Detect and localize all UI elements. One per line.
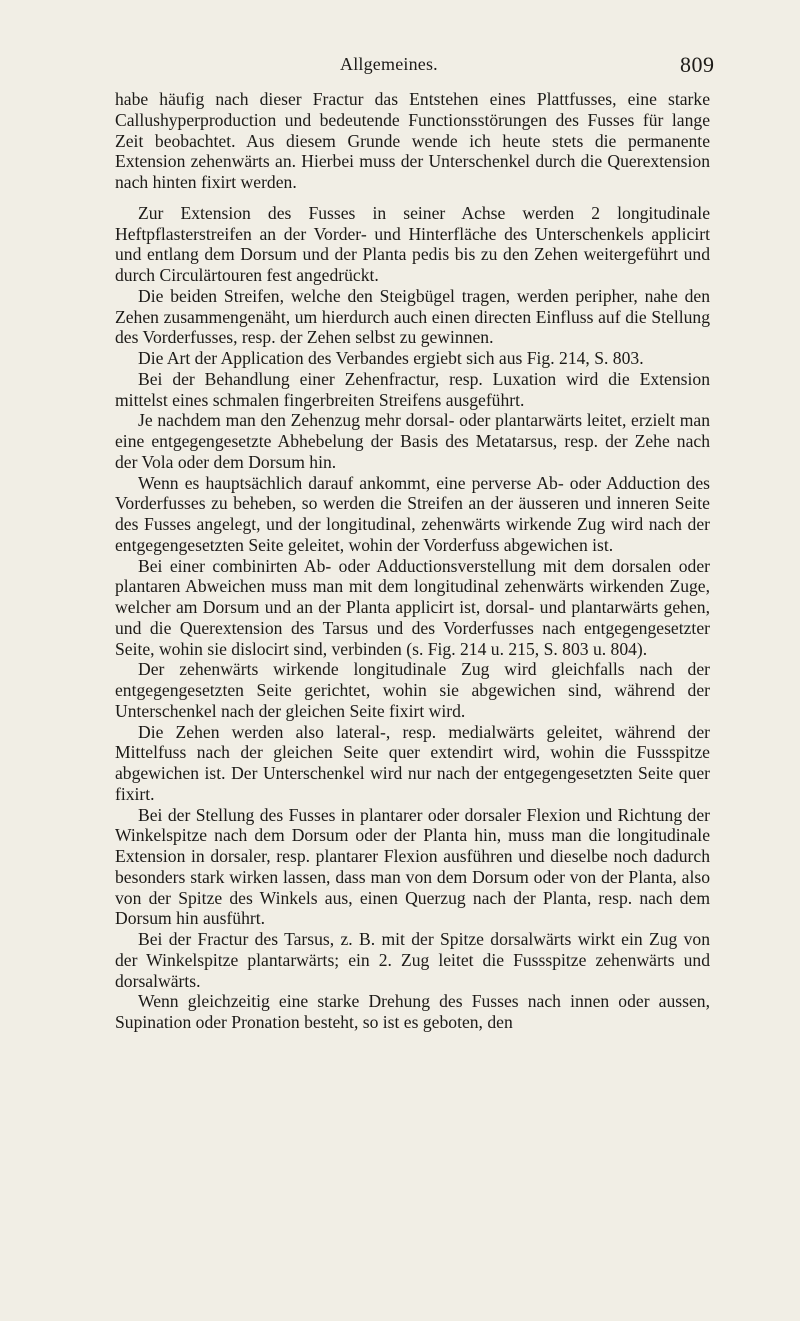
running-title: Allgemeines. (340, 54, 438, 74)
paragraph: Die beiden Streifen, welche den Steigbügel tragen, werden peripher, nahe den Zehen zusammengenäht, um hierdurch auch einen directen Einfluss auf die Stellung des Vorderfusses, resp. der Zehen selbst zu gewinnen. (115, 285, 710, 348)
paragraph: Wenn gleichzeitig eine starke Drehung des Fusses nach innen oder aussen, Supination oder Pronation besteht, so ist es geboten, den (115, 991, 710, 1032)
paragraph: Der zehenwärts wirkende longitudinale Zug wird gleichfalls nach der entgegengesetzten Seite gerichtet, wohin sie abgewichen sind, während der Unterschenkel nach der gleichen Seite fixirt wird. (115, 659, 710, 721)
paragraph: Bei der Stellung des Fusses in plantarer oder dorsaler Flexion und Richtung der Winkelspitze nach dem Dorsum oder der Planta hin, muss man die longitudinale Extension in dorsaler, resp. plantarer Flexion ausführen und dieselbe noch dadurch besonders stark wirken lassen, dass man von dem Dorsum oder von der Planta, also von der Spitze des Winkels aus, einen Querzug nach der Planta, resp. nach dem Dorsum hin ausführt. (115, 804, 710, 929)
paragraph: Die Zehen werden also lateral-, resp. medialwärts geleitet, während der Mittelfuss nach der gleichen Seite quer extendirt wird, wohin die Fussspitze abgewichen ist. Der Unterschenkel wird nur nach der entgegengesetzten Seite quer fixirt. (115, 721, 710, 804)
running-header (0, 52, 800, 82)
paragraph: Bei der Fractur des Tarsus, z. B. mit der Spitze dorsalwärts wirkt ein Zug von der Winkelspitze plantarwärts; ein 2. Zug leitet die Fussspitze zehenwärts und dorsalwärts. (115, 929, 710, 991)
paragraph: habe häufig nach dieser Fractur das Entstehen eines Plattfusses, eine starke Callushyperproduction und bedeutende Functionsstörungen des Fusses für lange Zeit beobachtet. Aus diesem Grunde wende ich heute stets die permanente Extension zehenwärts an. Hierbei muss der Unterschenkel durch die Querextension nach hinten fixirt werden. (115, 89, 710, 192)
body-text (115, 89, 710, 1033)
paragraph: Zur Extension des Fusses in seiner Achse werden 2 longitudinale Heftpflasterstreifen an der Vorder- und Hinterfläche des Unterschenkels applicirt und entlang dem Dorsum und der Planta pedis bis zu den Zehen weitergeführt und durch Circulärtouren fest angedrückt. (115, 202, 710, 285)
paragraph: Die Art der Application des Verbandes ergiebt sich aus Fig. 214, S. 803. (138, 348, 644, 368)
paragraph: Je nachdem man den Zehenzug mehr dorsal- oder plantarwärts leitet, erzielt man eine entgegengesetzte Abhebelung der Basis des Metatarsus, resp. der Zehe nach der Vola oder dem Dorsum hin. (115, 410, 710, 472)
page-number: 809 (680, 52, 715, 77)
paragraph: Bei der Behandlung einer Zehenfractur, resp. Luxation wird die Extension mittelst eines schmalen fingerbreiten Streifens ausgeführt. (115, 368, 710, 410)
paragraph: Wenn es hauptsächlich darauf ankommt, eine perverse Ab- oder Adduction des Vorderfusses zu beheben, so werden die Streifen an der äusseren und inneren Seite des Fusses angelegt, und der longitudinal, zehenwärts wirkende Zug wird nach der entgegengesetzten Seite geleitet, wohin der Vorderfuss abgewichen ist. (115, 472, 710, 555)
paragraph: Bei einer combinirten Ab- oder Adductionsverstellung mit dem dorsalen oder plantaren Abweichen muss man mit dem longitudinal zehenwärts wirkenden Zuge, welcher am Dorsum und an der Planta applicirt ist, dorsal- und plantarwärts gehen, und die Querextension des Tarsus und des Vorderfusses nach entgegengesetzter Seite, wohin sie dislocirt sind, verbinden (s. Fig. 214 u. 215, S. 803 u. 804). (115, 555, 710, 659)
